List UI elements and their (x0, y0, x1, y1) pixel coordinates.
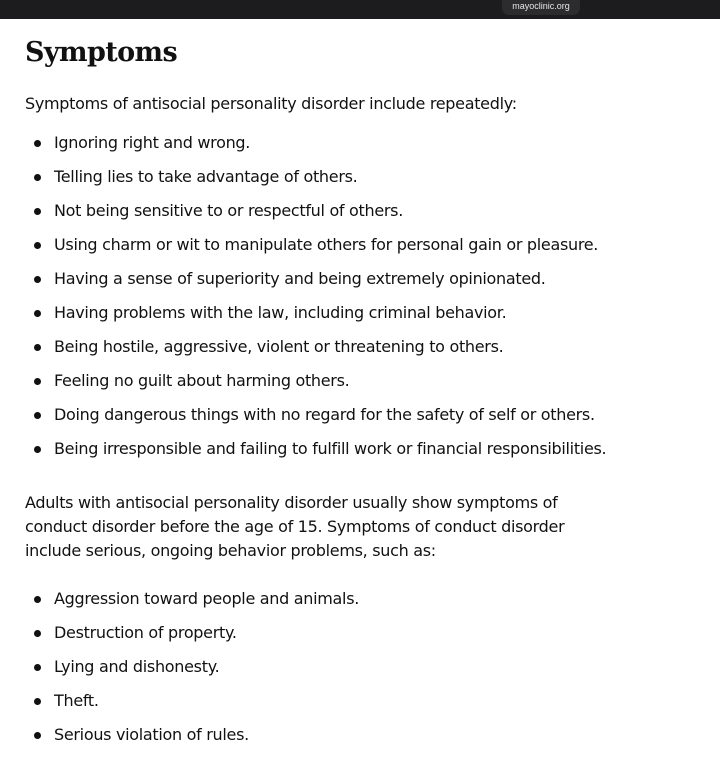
list-item (25, 650, 695, 684)
bullet-dot (34, 174, 41, 181)
list-item (25, 364, 695, 398)
list-item-text: Being hostile, aggressive, violent or threatening to others. (54, 337, 504, 356)
list-item-text: Ignoring right and wrong. (54, 133, 251, 152)
bullet-dot (34, 630, 41, 637)
list-item-text: Being irresponsible and failing to fulfill work or financial responsibilities. (54, 439, 607, 458)
browser-top-bar (0, 0, 720, 19)
bullet-dot (34, 412, 41, 419)
list-item-text: Using charm or wit to manipulate others for personal gain or pleasure. (54, 235, 599, 254)
list-item-text: Having problems with the law, including criminal behavior. (54, 303, 507, 322)
list-item-text: Aggression toward people and animals. (54, 589, 360, 608)
list-item (25, 330, 695, 364)
bullet-dot (34, 698, 41, 705)
list-item (25, 160, 695, 194)
symptoms-list (25, 126, 695, 466)
bullet-dot (34, 242, 41, 249)
bullet-dot (34, 446, 41, 453)
list-item (25, 398, 695, 432)
list-item-text: Telling lies to take advantage of others. (54, 167, 358, 186)
bullet-dot (34, 276, 41, 283)
list-item (25, 194, 695, 228)
conduct-symptoms-list (25, 582, 695, 752)
list-item-text: Theft. (54, 691, 99, 710)
bullet-dot (34, 664, 41, 671)
bullet-dot (34, 378, 41, 385)
bullet-dot (34, 344, 41, 351)
list-item (25, 718, 695, 752)
list-item (25, 582, 695, 616)
list-item (25, 432, 695, 466)
url-pill[interactable]: mayoclinic.org (502, 0, 580, 15)
list-item (25, 126, 695, 160)
section-heading: Symptoms (25, 37, 178, 68)
bullet-dot (34, 732, 41, 739)
list-item-text: Lying and dishonesty. (54, 657, 220, 676)
list-item-text: Having a sense of superiority and being extremely opinionated. (54, 269, 546, 288)
list-item-text: Doing dangerous things with no regard for the safety of self or others. (54, 405, 595, 424)
list-item (25, 616, 695, 650)
list-item-text: Destruction of property. (54, 623, 237, 642)
list-item (25, 684, 695, 718)
list-item-text: Not being sensitive to or respectful of others. (54, 201, 404, 220)
bullet-dot (34, 140, 41, 147)
list-item-text: Serious violation of rules. (54, 725, 249, 744)
bullet-dot (34, 310, 41, 317)
list-item-text: Feeling no guilt about harming others. (54, 371, 350, 390)
article-content (25, 33, 695, 752)
conduct-disorder-paragraph: Adults with antisocial personality disorder usually show symptoms of conduct disorder before the age of 15. Symptoms of conduct disorder include serious, ongoing behavior problems, such as: (25, 493, 565, 560)
bullet-dot (34, 208, 41, 215)
intro-text: Symptoms of antisocial personality disorder include repeatedly: (25, 94, 517, 113)
list-item (25, 228, 695, 262)
list-item (25, 296, 695, 330)
list-item (25, 262, 695, 296)
bullet-dot (34, 596, 41, 603)
